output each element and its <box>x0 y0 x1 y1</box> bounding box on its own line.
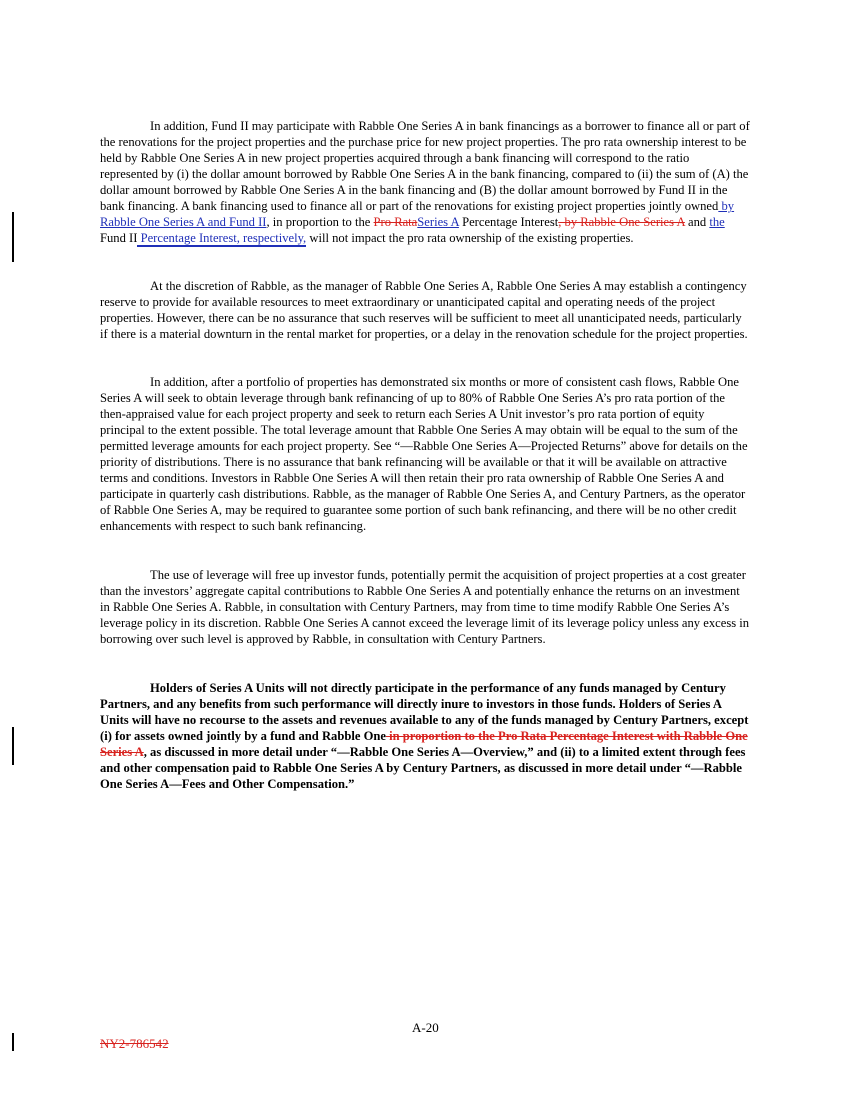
deleted-text: in proportion to the Pro Rata Percentage Interest with Rabble One Series A <box>100 729 748 759</box>
change-bar <box>12 212 14 262</box>
text-run: , in proportion to the <box>266 215 374 229</box>
text-run: Fund II <box>100 231 138 245</box>
text-run: Holders of Series A Units will not directly participate in the performance of any funds managed by Century Partners, and any benefits from such performance will directly inure to investors in those funds. Holders of Series A Units will have no recourse to the assets and revenues available to any of the funds managed by Century Partners, except (i) for assets owned jointly by a fund and Rabble One <box>100 681 749 743</box>
text-run: In addition, Fund II may participate with Rabble One Series A in bank financings as a borrower to finance all or part of the renovations for the project properties and the purchase price for new project properties. The pro rata ownership interest to be held by Rabble One Series A in new project properties acquired through a bank financing will correspond to the ratio represented by (i) the dollar amount borrowed by Rabble One Series A in the bank financing, compared to (ii) the sum of (A) the dollar amount borrowed by Rabble One Series A in the bank financing and (B) the dollar amount borrowed by Fund II in the bank financing. A bank financing used to finance all or part of the renovations for existing project properties jointly owned <box>100 119 750 213</box>
paragraph-use-of-leverage: The use of leverage will free up investor funds, potentially permit the acquisition of project properties at a cost greater than the investors’ aggregate capital contributions to Rabble One Series A and potentially enhance the returns on an investment in Rabble One Series A. Rabble, in consultation with Century Partners, may from time to time modify Rabble One Series A’s leverage policy in its discretion. Rabble One Series A cannot exceed the leverage limit of its leverage policy unless any excess in borrowing over such level is approved by Rabble, in consultation with Century Partners. <box>100 568 750 646</box>
text-run: , as discussed in more detail under “—Rabble One Series A—Overview,” and (ii) to a limited extent through fees and other compensation paid to Rabble One Series A by Century Partners, as discussed in more detail under “—Rabble One Series A—Fees and Other Compensation.” <box>100 745 746 791</box>
change-bar <box>12 727 14 765</box>
inserted-text: Series A <box>417 215 459 229</box>
change-bar <box>12 1033 14 1051</box>
document-id: NY2-786542 <box>100 1036 169 1051</box>
text-run: will not impact the pro rata ownership of the existing properties. <box>306 231 634 245</box>
inserted-text: by Rabble One Series A and Fund II <box>100 199 735 229</box>
text-run: Percentage Interest <box>458 215 559 229</box>
paragraph-bank-financing <box>100 118 750 246</box>
text-run: and <box>684 215 710 229</box>
paragraph-holders-notice <box>100 680 750 792</box>
deleted-text: , by Rabble One Series A <box>558 215 685 229</box>
deleted-text: Pro Rata <box>373 215 418 229</box>
paragraph-contingency-reserve: At the discretion of Rabble, as the manager of Rabble One Series A, Rabble One Series A may establish a contingency reserve to provide for available resources to meet extraordinary or unanticipated capital and operating needs of the project properties. However, there can be no assurance that such reserves will be sufficient to meet all unanticipated needs, particularly if there is a material downturn in the rental market for properties, or a delay in the renovation schedule for the project properties. <box>100 279 748 341</box>
inserted-text: the <box>709 215 725 229</box>
paragraph-leverage: In addition, after a portfolio of properties has demonstrated six months or more of consistent cash flows, Rabble One Series A will seek to obtain leverage through bank refinancing of up to 80% of Rabble One Series A’s pro rata portion of the then-appraised value for each project property and seek to return each Series A Unit investor’s pro rata portion of equity principal to the extent possible. The total leverage amount that Rabble One Series A may obtain will be equal to the sum of the permitted leverage amounts for each project property. See “—Rabble One Series A—Projected Returns” above for details on the priority of distributions. There is no assurance that bank refinancing will be available or that it will be available on attractive terms and conditions. Investors in Rabble One Series A will then retain their pro rata ownership of Rabble One Series A and participate in quarterly cash distributions. Rabble, as the manager of Rabble One Series A, and Century Partners, as the operator of Rabble One Series A, may be required to guarantee some portion of such bank refinancing, and there will be no other credit enhancements with respect to such bank refinancing. <box>100 375 748 533</box>
inserted-text: Percentage Interest, respectively, <box>137 231 307 245</box>
page-number: A-20 <box>412 1020 439 1035</box>
